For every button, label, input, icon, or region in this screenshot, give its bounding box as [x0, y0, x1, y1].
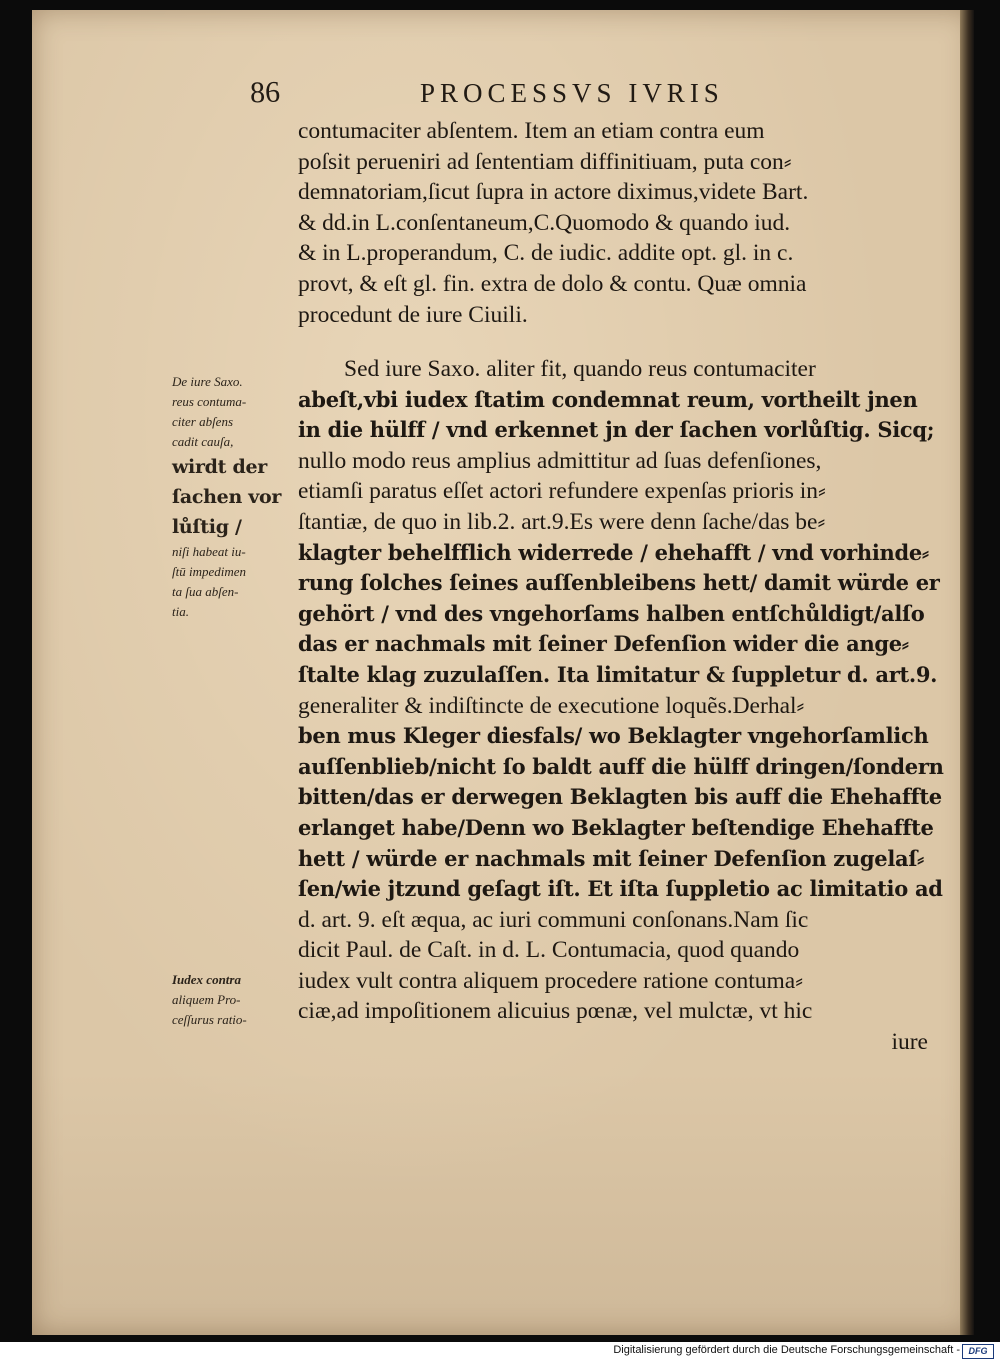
text-line: klagter behelfflich widerrede / ehehafft / vnd vorhinde⸗: [298, 539, 929, 565]
footer-credit: Digitalisierung gefördert durch die Deutsche Forschungsgemeinschaft -: [613, 1344, 960, 1356]
marginal-note-2: [172, 970, 298, 1030]
marginal-line: cadit cauſa,: [172, 434, 234, 449]
marginal-line: reus contuma-: [172, 394, 247, 409]
marginal-note-1: [172, 372, 298, 622]
text-line: & dd.in L.conſentaneum,C.Quomodo & quando iud.: [298, 209, 791, 236]
text-line: iudex vult contra aliquem procedere ratione contuma⸗: [298, 967, 804, 994]
marginal-line: ſtū impedimen: [172, 564, 247, 579]
marginal-line: niſi habeat iu-: [172, 544, 246, 559]
text-line: procedunt de iure Ciuili.: [298, 301, 528, 328]
text-line: abeſt,vbi iudex ſtatim condemnat reum, vortheilt jnen: [298, 386, 918, 412]
text-line: das er nachmals mit ſeiner Defenſion wider die ange⸗: [298, 631, 909, 657]
marginal-line: citer abſens: [172, 414, 234, 429]
marginal-line: Iudex contra: [172, 972, 241, 987]
text-line: ben mus Kleger diesfals/ wo Beklagter vngehorſamlich: [298, 723, 929, 749]
catchword: iure: [891, 1029, 928, 1056]
text-line: ſtantiæ, de quo in lib.2. art.9.Es were denn ſache/das be⸗: [298, 508, 826, 535]
text-line: contumaciter abſentem. Item an etiam contra eum: [298, 118, 765, 144]
text-line: nullo modo reus amplius admittitur ad ſuas defenſiones,: [298, 447, 822, 474]
text-line: etiamſi paratus eſſet actori refundere expenſas prioris in⸗: [298, 478, 826, 505]
paragraph-1: [298, 116, 928, 330]
running-head: PROCESSVS IVRIS: [420, 78, 724, 108]
marginal-line: ſachen vor: [172, 486, 282, 508]
marginal-line: wirdt der: [172, 456, 267, 478]
text-line: gehört / vnd des vngehorſams halben entſchůldigt/alſo: [298, 600, 925, 626]
text-line: & in L.properandum, C. de iudic. addite opt. gl. in c.: [298, 240, 794, 267]
text-line: provt, & eſt gl. fin. extra de dolo & contu. Quæ omnia: [298, 270, 807, 297]
text-line: d. art. 9. eſt æqua, ac iuri communi conſonans.Nam ſic: [298, 906, 809, 933]
marginal-line: ta ſua abſen-: [172, 584, 239, 599]
text-line: Sed iure Saxo. aliter fit, quando reus contumaciter: [344, 356, 816, 382]
text-line: bitten/das er derwegen Beklagten bis auff die Ehehaffte: [298, 784, 942, 810]
dfg-logo: DFG: [962, 1344, 994, 1359]
text-line: ſtalte klag zuzulaſſen. Ita limitatur & ſuppletur d. art.9.: [298, 661, 938, 687]
marginal-line: aliquem Pro-: [172, 992, 241, 1007]
marginal-line: lůſtig /: [172, 516, 242, 538]
marginal-line: tia.: [172, 604, 189, 619]
marginal-line: ceſſurus ratio-: [172, 1012, 247, 1027]
text-line: in die hülff / vnd erkennet jn der ſachen vorlůſtig. Sicq;: [298, 417, 935, 443]
text-line: auſſenblieb/nicht ſo baldt auff die hülff dringen/ſondern: [298, 753, 944, 779]
page-number: 86: [249, 75, 281, 110]
text-line: ſen/wie jtzund geſagt iſt. Et iſta ſuppletio ac limitatio ad: [298, 876, 943, 902]
paragraph-2: [298, 354, 944, 1058]
text-line: poſsit perueniri ad ſententiam diffinitiuam, puta con⸗: [298, 148, 792, 175]
text-line: hett / würde er nachmals mit ſeiner Defenſion zugelaſ⸗: [298, 845, 924, 871]
text-line: erlanget habe/Denn wo Beklagter beſtendige Ehehaffte: [298, 814, 934, 840]
text-line: ciæ,ad impoſitionem alicuius pœnæ, vel mulctæ, vt hic: [298, 998, 813, 1025]
book-spine: [960, 10, 974, 1335]
text-line: rung ſolches ſeines auſſenbleibens hett/ damit würde er: [298, 570, 940, 596]
text-line: demnatoriam,ſicut ſupra in actore diximus,videte Bart.: [298, 179, 809, 206]
marginal-line: De iure Saxo.: [172, 374, 243, 389]
text-line: generaliter & indiſtincte de executione loquẽs.Derhal⸗: [298, 692, 805, 719]
text-line: dicit Paul. de Caſt. in d. L. Contumacia, quod quando: [298, 937, 800, 964]
